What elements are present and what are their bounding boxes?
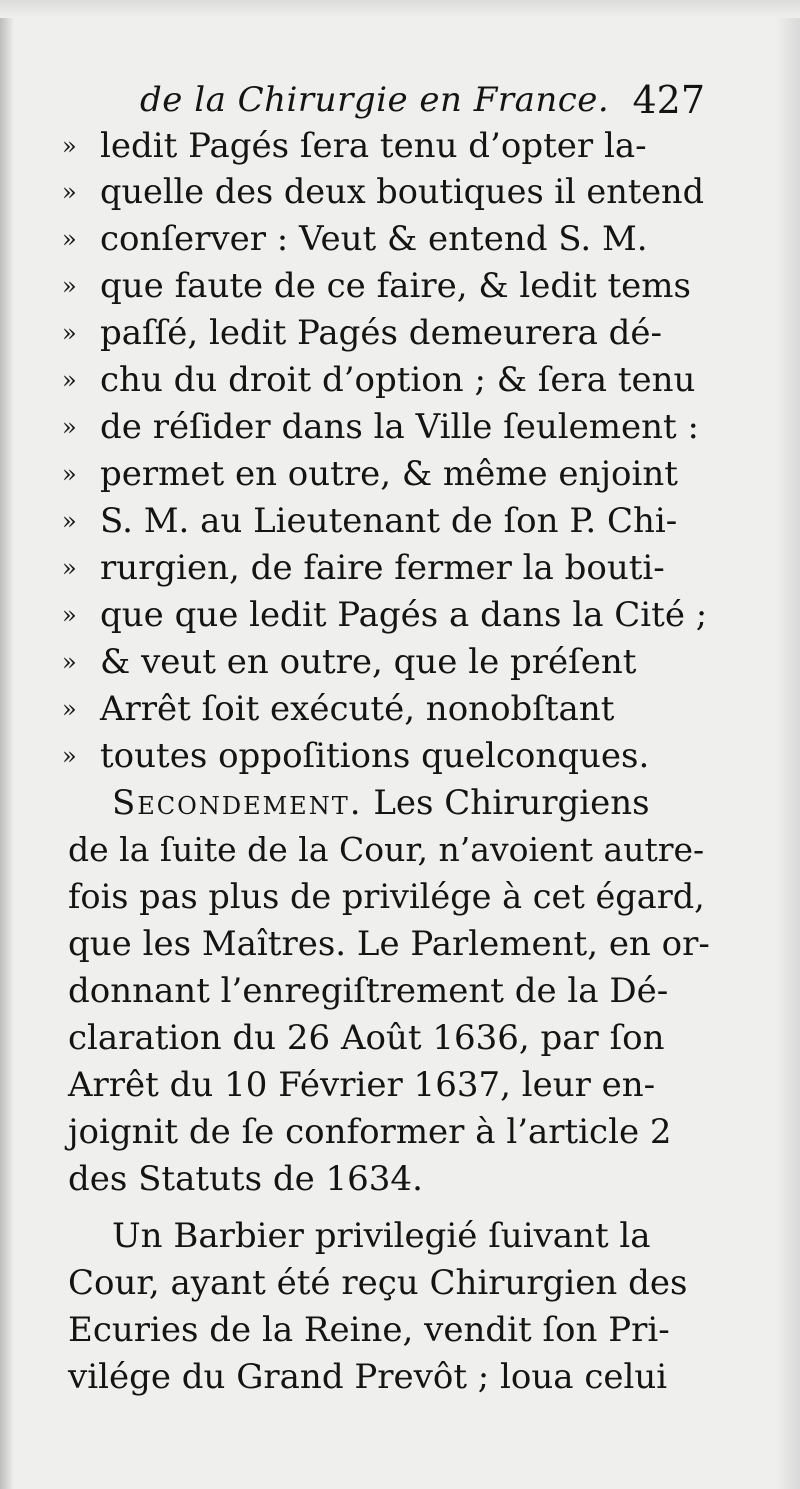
text-line: Un Barbier privilegié ſuivant la xyxy=(112,1216,651,1256)
text-line: Ecuries de la Reine, vendit ſon Pri- xyxy=(68,1310,670,1350)
quote-mark: » xyxy=(62,742,77,770)
text-line: quelle des deux boutiques il entend xyxy=(100,172,705,211)
quote-mark: » xyxy=(62,413,77,441)
quote-mark: » xyxy=(62,554,77,582)
quote-mark: » xyxy=(62,225,77,253)
text-line: de la ſuite de la Cour, n’avoient autre- xyxy=(68,830,705,869)
text-line: que les Maîtres. Le Parlement, en or- xyxy=(68,924,710,964)
page-edge-shadow-top xyxy=(0,0,800,18)
text-line: claration du 26 Août 1636, par ſon xyxy=(68,1018,665,1058)
text-line: Arrêt ſoit exécuté, nonobſtant xyxy=(100,689,615,729)
text-line: des Statuts de 1634. xyxy=(68,1159,423,1199)
quote-mark: » xyxy=(62,178,77,206)
quote-mark: » xyxy=(62,507,77,535)
quote-mark: » xyxy=(62,319,77,347)
paragraph-first-line xyxy=(112,779,650,827)
page-edge-shadow-right xyxy=(776,0,800,1489)
text-line: rurgien, de faire fermer la bouti- xyxy=(100,548,665,588)
text-line: fois pas plus de privilége à cet égard, xyxy=(68,877,705,916)
quote-mark: » xyxy=(62,366,77,394)
text-line: conſerver : Veut & entend S. M. xyxy=(100,219,648,259)
text-line: joignit de ſe conformer à l’article 2 xyxy=(68,1112,672,1152)
running-title: de la Chirurgie en France. xyxy=(140,80,610,120)
page-number: 427 xyxy=(632,78,705,122)
text-line: que faute de ce faire, & ledit tems xyxy=(100,266,691,306)
quote-mark: » xyxy=(62,460,77,488)
text-line: toutes oppoſitions quelconques. xyxy=(100,736,650,776)
quote-mark: » xyxy=(62,601,77,629)
text-line: que que ledit Pagés a dans la Cité ; xyxy=(100,595,708,635)
section-lead-word: Secondement. xyxy=(112,783,363,823)
text-line: & veut en outre, que le préſent xyxy=(100,642,637,682)
text-line: Cour, ayant été reçu Chirurgien des xyxy=(68,1263,688,1303)
quote-mark: » xyxy=(62,272,77,300)
text-line: de réſider dans la Ville ſeulement : xyxy=(100,407,699,447)
text-line: permet en outre, & même enjoint xyxy=(100,454,678,494)
text-line: Arrêt du 10 Février 1637, leur en- xyxy=(68,1065,656,1105)
text-line: donnant l’enregiſtrement de la Dé- xyxy=(68,971,669,1011)
text-line: S. M. au Lieutenant de ſon P. Chi- xyxy=(100,501,678,541)
running-head xyxy=(140,72,705,128)
text-line: paſſé, ledit Pagés demeurera dé- xyxy=(100,313,663,353)
text-line-rest: Les Chirurgiens xyxy=(362,783,650,823)
text-line: vilége du Grand Prevôt ; loua celui xyxy=(68,1357,668,1397)
quote-mark: » xyxy=(62,648,77,676)
text-line: chu du droit d’option ; & ſera tenu xyxy=(100,360,696,400)
text-line: ledit Pagés ſera tenu d’opter la- xyxy=(100,126,647,166)
quote-mark: » xyxy=(62,695,77,723)
page-edge-shadow-left xyxy=(0,0,14,1489)
quote-mark: » xyxy=(62,132,77,160)
